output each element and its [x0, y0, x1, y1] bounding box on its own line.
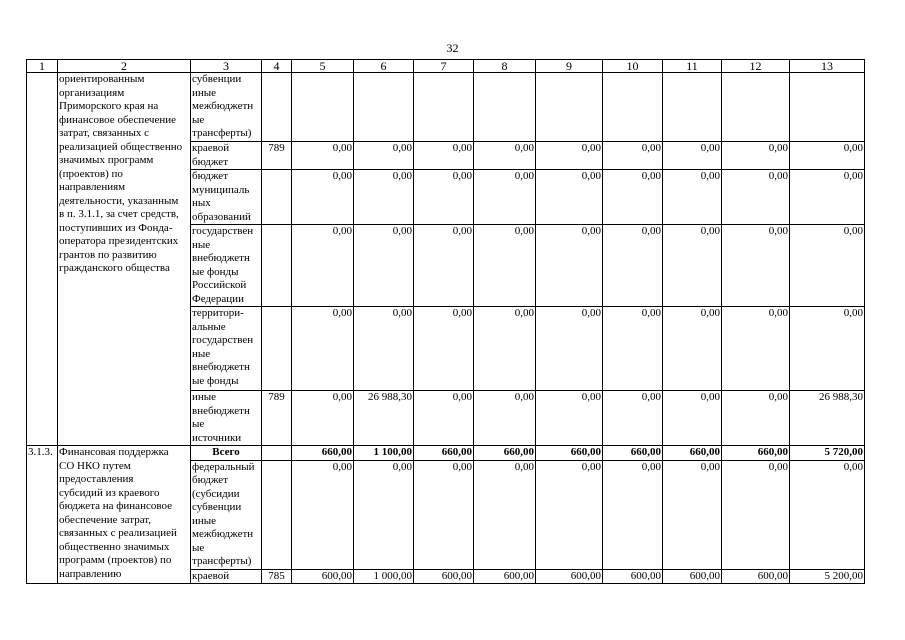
budget-code	[262, 307, 292, 391]
budget-table	[26, 59, 865, 584]
row-description: ориентированным организациям Приморского края на финансовое обеспечение затрат, связанных с реализацией общественно значимых программ (проектов) по направлениям деятельности, указанным в п. 3.1.1, за счет средств, поступивших из Фонда- оператора президентских грантов по развитию гражданского общества	[58, 73, 191, 446]
budget-code: 789	[262, 142, 292, 170]
value-cell: 600,00	[722, 569, 790, 584]
value-cell: 0,00	[354, 142, 414, 170]
value-cell: 660,00	[292, 446, 354, 461]
value-cell: 0,00	[536, 391, 603, 446]
value-cell: 660,00	[414, 446, 474, 461]
column-header: 6	[354, 60, 414, 73]
budget-code: 789	[262, 391, 292, 446]
column-header: 3	[191, 60, 262, 73]
value-cell	[790, 73, 865, 142]
funding-source: федеральный бюджет (субсидии субвенции иные межбюджетн ые трансферты)	[191, 460, 262, 569]
value-cell: 26 988,30	[354, 391, 414, 446]
column-header: 13	[790, 60, 865, 73]
value-cell: 0,00	[722, 170, 790, 225]
value-cell: 0,00	[474, 142, 536, 170]
value-cell: 0,00	[292, 307, 354, 391]
value-cell: 600,00	[663, 569, 722, 584]
value-cell: 0,00	[414, 170, 474, 225]
budget-code	[262, 73, 292, 142]
value-cell: 1 100,00	[354, 446, 414, 461]
value-cell: 0,00	[354, 225, 414, 307]
value-cell: 0,00	[722, 391, 790, 446]
funding-source: субвенции иные межбюджетн ые трансферты)	[191, 73, 262, 142]
value-cell: 0,00	[474, 307, 536, 391]
value-cell: 0,00	[603, 225, 663, 307]
value-cell: 0,00	[536, 170, 603, 225]
value-cell: 0,00	[474, 225, 536, 307]
header-row	[27, 60, 865, 73]
value-cell: 0,00	[414, 142, 474, 170]
value-cell	[414, 73, 474, 142]
funding-source: иные внебюджетн ые источники	[191, 391, 262, 446]
value-cell: 660,00	[603, 446, 663, 461]
value-cell: 660,00	[722, 446, 790, 461]
value-cell: 660,00	[663, 446, 722, 461]
value-cell: 0,00	[790, 307, 865, 391]
value-cell	[603, 73, 663, 142]
value-cell: 0,00	[474, 391, 536, 446]
value-cell: 0,00	[663, 460, 722, 569]
value-cell: 0,00	[292, 460, 354, 569]
funding-source: краевой	[191, 569, 262, 584]
column-header: 7	[414, 60, 474, 73]
value-cell: 0,00	[354, 170, 414, 225]
value-cell: 0,00	[603, 307, 663, 391]
value-cell: 0,00	[603, 170, 663, 225]
value-cell: 0,00	[603, 391, 663, 446]
value-cell: 0,00	[663, 225, 722, 307]
value-cell: 0,00	[722, 307, 790, 391]
column-header: 1	[27, 60, 58, 73]
budget-code	[262, 460, 292, 569]
value-cell: 0,00	[663, 170, 722, 225]
value-cell: 1 000,00	[354, 569, 414, 584]
value-cell	[536, 73, 603, 142]
row-number-cell: 3.1.3.	[27, 446, 58, 584]
row-number-cell	[27, 73, 58, 446]
budget-code	[262, 446, 292, 461]
value-cell: 0,00	[292, 225, 354, 307]
value-cell: 0,00	[790, 170, 865, 225]
column-header: 10	[603, 60, 663, 73]
budget-code	[262, 170, 292, 225]
value-cell: 0,00	[603, 142, 663, 170]
value-cell: 0,00	[292, 142, 354, 170]
value-cell: 600,00	[292, 569, 354, 584]
column-header: 4	[262, 60, 292, 73]
value-cell: 0,00	[790, 460, 865, 569]
value-cell: 0,00	[722, 225, 790, 307]
value-cell	[354, 73, 414, 142]
table-row	[27, 73, 865, 142]
value-cell: 0,00	[292, 391, 354, 446]
funding-source: бюджет муниципаль ных образований	[191, 170, 262, 225]
value-cell: 600,00	[603, 569, 663, 584]
value-cell: 660,00	[474, 446, 536, 461]
funding-source: территори- альные государствен ные внебюджетн ые фонды	[191, 307, 262, 391]
value-cell: 0,00	[663, 391, 722, 446]
value-cell	[292, 73, 354, 142]
row-description: Финансовая поддержка СО НКО путем предоставления субсидий из краевого бюджета на финансовое обеспечение затрат, связанных с реализацией общественно значимых программ (проектов) по направлению	[58, 446, 191, 584]
total-row	[27, 446, 865, 461]
budget-code	[262, 225, 292, 307]
value-cell: 0,00	[536, 142, 603, 170]
value-cell: 0,00	[414, 225, 474, 307]
value-cell: 0,00	[790, 225, 865, 307]
value-cell: 0,00	[536, 225, 603, 307]
value-cell: 0,00	[536, 307, 603, 391]
column-header: 12	[722, 60, 790, 73]
column-header: 8	[474, 60, 536, 73]
column-header: 2	[58, 60, 191, 73]
value-cell: 5 720,00	[790, 446, 865, 461]
page-number: 32	[446, 41, 459, 55]
value-cell: 660,00	[536, 446, 603, 461]
funding-source: краевой бюджет	[191, 142, 262, 170]
value-cell: 600,00	[414, 569, 474, 584]
value-cell: 0,00	[536, 460, 603, 569]
value-cell: 0,00	[474, 170, 536, 225]
value-cell	[663, 73, 722, 142]
value-cell: 0,00	[414, 391, 474, 446]
value-cell: 0,00	[663, 142, 722, 170]
value-cell: 0,00	[663, 307, 722, 391]
value-cell: 0,00	[414, 460, 474, 569]
value-cell: 0,00	[354, 460, 414, 569]
column-header: 9	[536, 60, 603, 73]
value-cell: 0,00	[474, 460, 536, 569]
value-cell: 0,00	[722, 142, 790, 170]
value-cell: 0,00	[603, 460, 663, 569]
value-cell: 0,00	[354, 307, 414, 391]
value-cell: 0,00	[722, 460, 790, 569]
value-cell	[722, 73, 790, 142]
funding-source: государствен ные внебюджетн ые фонды Российской Федерации	[191, 225, 262, 307]
budget-code: 785	[262, 569, 292, 584]
funding-source: Всего	[191, 446, 262, 461]
column-header: 5	[292, 60, 354, 73]
value-cell: 5 200,00	[790, 569, 865, 584]
value-cell: 0,00	[414, 307, 474, 391]
value-cell: 600,00	[536, 569, 603, 584]
value-cell: 26 988,30	[790, 391, 865, 446]
value-cell: 600,00	[474, 569, 536, 584]
value-cell: 0,00	[292, 170, 354, 225]
value-cell: 0,00	[790, 142, 865, 170]
column-header: 11	[663, 60, 722, 73]
value-cell	[474, 73, 536, 142]
